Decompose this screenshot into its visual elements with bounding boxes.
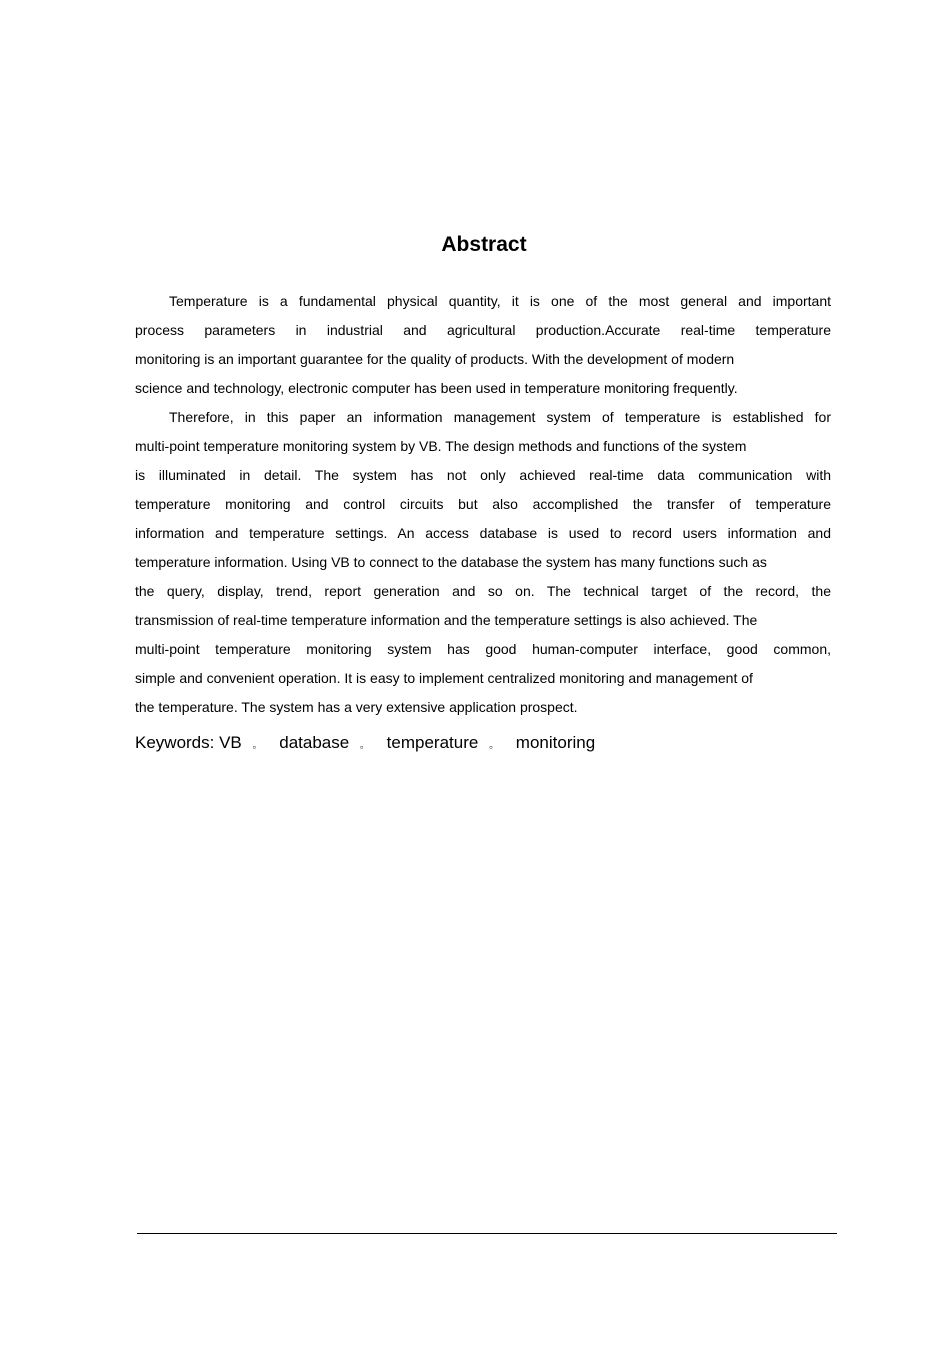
abstract-paragraph-2 bbox=[135, 403, 831, 722]
paragraph-line: transmission of real-time temperature information and the temperature settings is also achieved. The bbox=[135, 612, 758, 628]
keyword-monitoring: monitoring bbox=[515, 733, 596, 752]
paragraph-line: information and temperature settings. An access database is used to record users information and bbox=[135, 525, 831, 541]
paragraph-line: is illuminated in detail. The system has not only achieved real-time data communication with bbox=[135, 467, 831, 483]
paragraph-line: Temperature is a fundamental physical quantity, it is one of the most general and important bbox=[169, 293, 831, 309]
keyword-separator: 。 bbox=[489, 740, 500, 751]
keyword-database: database bbox=[279, 733, 350, 752]
paragraph-line: the temperature. The system has a very extensive application prospect. bbox=[135, 699, 578, 715]
abstract-paragraph-1 bbox=[135, 287, 831, 403]
keyword-temperature: temperature bbox=[386, 733, 479, 752]
paragraph-line: temperature monitoring and control circuits but also accomplished the transfer of temperature bbox=[135, 496, 831, 512]
paragraph-line: Therefore, in this paper an information management system of temperature is established for bbox=[169, 409, 831, 425]
keywords-line bbox=[135, 731, 595, 758]
paragraph-line: monitoring is an important guarantee for the quality of products. With the development of modern bbox=[135, 351, 735, 367]
paragraph-line: the query, display, trend, report generation and so on. The technical target of the record, the bbox=[135, 583, 831, 599]
abstract-body bbox=[135, 287, 831, 722]
paragraph-line: science and technology, electronic computer has been used in temperature monitoring frequently. bbox=[135, 380, 738, 396]
paragraph-line: simple and convenient operation. It is easy to implement centralized monitoring and management of bbox=[135, 670, 753, 686]
keyword-separator: 。 bbox=[252, 740, 263, 751]
paragraph-line: multi-point temperature monitoring system by VB. The design methods and functions of the system bbox=[135, 438, 747, 454]
paragraph-line: process parameters in industrial and agricultural production.Accurate real-time temperature bbox=[135, 322, 831, 338]
keyword-separator: 。 bbox=[359, 740, 370, 751]
paragraph-line: temperature information. Using VB to connect to the database the system has many functions such as bbox=[135, 554, 767, 570]
abstract-title: Abstract bbox=[441, 233, 527, 256]
footer-divider bbox=[137, 1233, 837, 1234]
keywords-label: Keywords: VB bbox=[135, 733, 242, 752]
paragraph-line: multi-point temperature monitoring system has good human-computer interface, good common, bbox=[135, 641, 831, 657]
